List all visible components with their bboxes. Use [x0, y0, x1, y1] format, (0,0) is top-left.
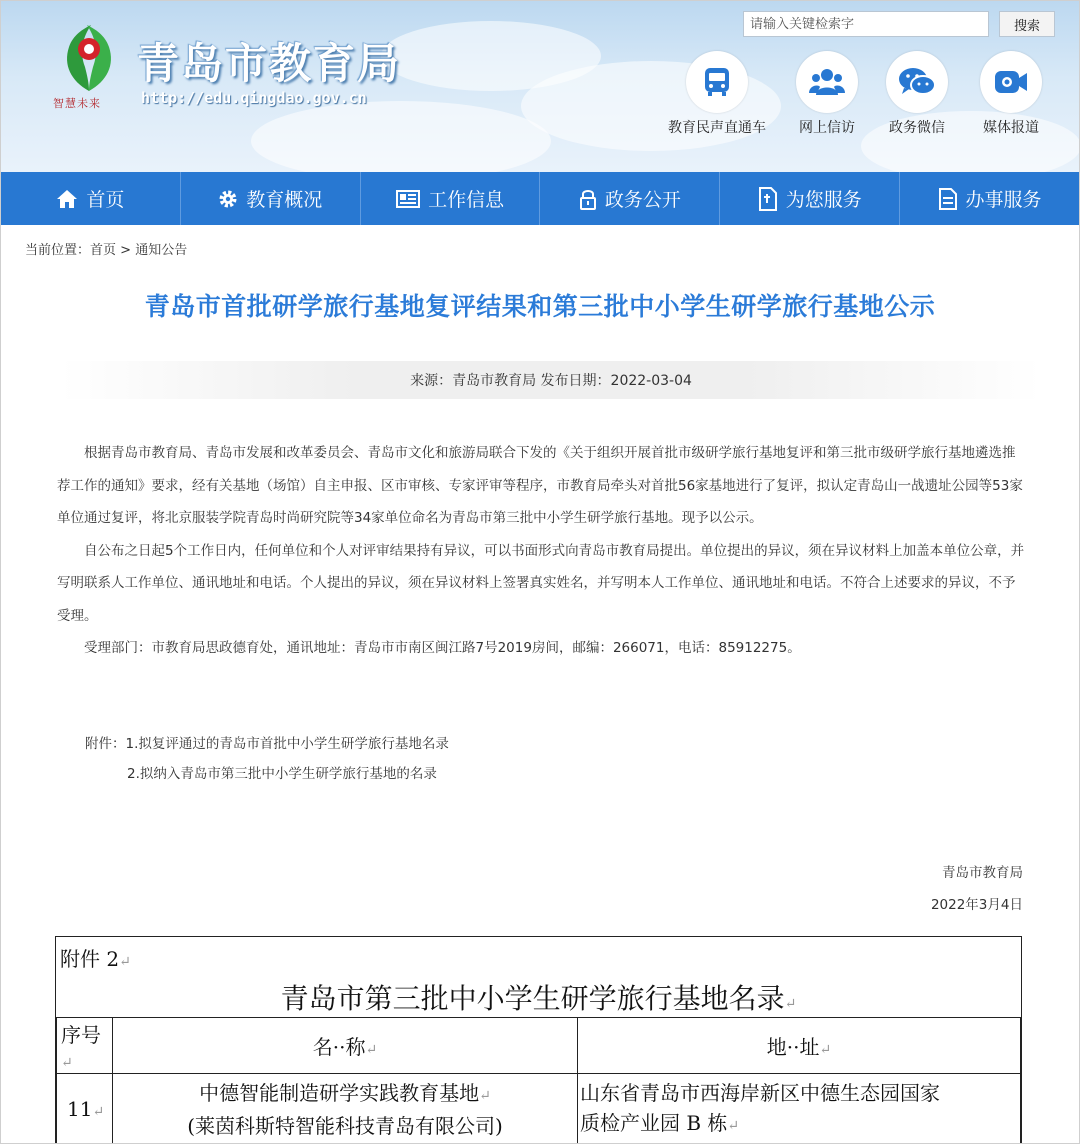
search-button[interactable]: 搜索 [999, 11, 1055, 37]
doc-attachment-label: 附件 2↵ [60, 947, 131, 971]
doc-cell-index: 11↵ [57, 1074, 113, 1144]
article-paragraph: 根据青岛市教育局、青岛市发展和改革委员会、青岛市文化和旅游局联合下发的《关于组织开展首批市级研学旅行基地复评和第三批市级研学旅行基地遴选推荐工作的通知》要求，经有关基地（场馆）自主申报、区市审核、专家评审等程序，市教育局牵头对首批56家基地进行了复评，拟认定青岛山一战遗址公园等53家单位通过复评，将北京服装学院青岛时尚研究院等34家单位命名为青岛市第三批中小学生研学旅行基地。现予以公示。 [57, 445, 1023, 526]
attachment-document-image [55, 936, 1022, 1144]
lock-icon [579, 188, 597, 210]
doc-header-index: 序号↵ [57, 1018, 113, 1074]
breadcrumb-current-link[interactable]: 通知公告 [135, 243, 188, 258]
wechat-icon [886, 51, 948, 113]
nav-work-info[interactable] [361, 172, 541, 225]
nav-education-overview[interactable] [181, 172, 361, 225]
quick-link-label: 媒体报道 [983, 120, 1039, 136]
nav-label: 办事服务 [965, 189, 1042, 211]
nav-home[interactable] [1, 172, 181, 225]
nav-label: 教育概况 [246, 189, 323, 211]
quick-link-direct-line[interactable] [667, 51, 767, 137]
article-paragraph: 自公布之日起5个工作日内，任何单位和个人对评审结果持有异议，可以书面形式向青岛市教育局提出。单位提出的异议，须在异议材料上加盖本单位公章，并写明联系人工作单位、通讯地址和电话。个人提出的异议，须在异议材料上签署真实姓名，并写明本人工作单位、通讯地址和电话。不符合上述要求的异议，不予受理。 [57, 542, 1025, 624]
attachment-item: 2.拟纳入青岛市第三批中小学生研学旅行基地的名录 [127, 766, 437, 782]
article-meta [61, 361, 1041, 399]
breadcrumb [25, 239, 187, 258]
quick-link-wechat[interactable] [867, 51, 967, 137]
file-icon [938, 188, 958, 210]
quick-link-media[interactable] [961, 51, 1061, 137]
attachment-list [85, 729, 449, 789]
article-body [57, 437, 1027, 665]
site-url: http://edu.qingdao.gov.cn [141, 89, 367, 107]
main-nav [1, 172, 1079, 225]
signature-block [931, 857, 1023, 921]
home-icon [56, 189, 78, 209]
logo-slogan: 智慧未来 [53, 97, 101, 110]
nav-label: 政务公开 [604, 189, 681, 211]
bureau-logo-icon[interactable] [61, 21, 117, 93]
article-title: 青岛市首批研学旅行基地复评结果和第三批中小学生研学旅行基地公示 [144, 292, 936, 321]
attachment-item: 附件：1.拟复评通过的青岛市首批中小学生研学旅行基地名录 [85, 736, 449, 752]
article-meta-text: 来源：青岛市教育局 发布日期：2022-03-04 [410, 373, 692, 389]
nav-label: 为您服务 [785, 189, 862, 211]
quick-link-label: 网上信访 [799, 120, 855, 136]
doc-table-header-row [57, 1018, 1021, 1074]
signature-org: 青岛市教育局 [942, 865, 1023, 881]
nav-services-for-you[interactable] [720, 172, 900, 225]
doc-title: 青岛市第三批中小学生研学旅行基地名录↵ [280, 982, 797, 1015]
doc-header-name: 名··称↵ [113, 1018, 578, 1074]
article-paragraph: 受理部门：市教育局思政德育处，通讯地址：青岛市市南区闽江路7号2019房间，邮编：266071，电话：85912275。 [84, 640, 801, 656]
search-input[interactable] [743, 11, 989, 37]
cloud-decoration [251, 101, 551, 172]
site-header [1, 1, 1079, 172]
doc-header-address: 地··址↵ [578, 1018, 1021, 1074]
quick-link-label: 教育民声直通车 [668, 120, 766, 136]
doc-cell-address: 山东省青岛市西海岸新区中德生态园国家 质检产业园 B 栋↵ [578, 1074, 1021, 1144]
doc-cell-name: 中德智能制造研学实践教育基地↵ (莱茵科斯特智能科技青岛有限公司) [113, 1074, 578, 1144]
nav-government-affairs[interactable] [540, 172, 720, 225]
nav-label: 工作信息 [428, 189, 505, 211]
table-row [57, 1074, 1021, 1144]
breadcrumb-home-link[interactable]: 首页 [90, 243, 117, 258]
video-icon [980, 51, 1042, 113]
doc-table [56, 1017, 1021, 1144]
newspaper-icon [396, 189, 420, 209]
breadcrumb-prefix: 当前位置： [25, 243, 91, 258]
nav-online-services[interactable] [900, 172, 1079, 225]
bus-icon [686, 51, 748, 113]
signature-date: 2022年3月4日 [930, 897, 1023, 913]
document-service-icon [758, 187, 778, 211]
users-icon [796, 51, 858, 113]
gear-icon [218, 189, 238, 209]
breadcrumb-separator: > [116, 243, 136, 258]
site-title[interactable]: 青岛市教育局 [137, 39, 402, 88]
quick-link-petition[interactable] [777, 51, 877, 137]
nav-label: 首页 [86, 189, 125, 211]
quick-link-label: 政务微信 [889, 120, 945, 136]
